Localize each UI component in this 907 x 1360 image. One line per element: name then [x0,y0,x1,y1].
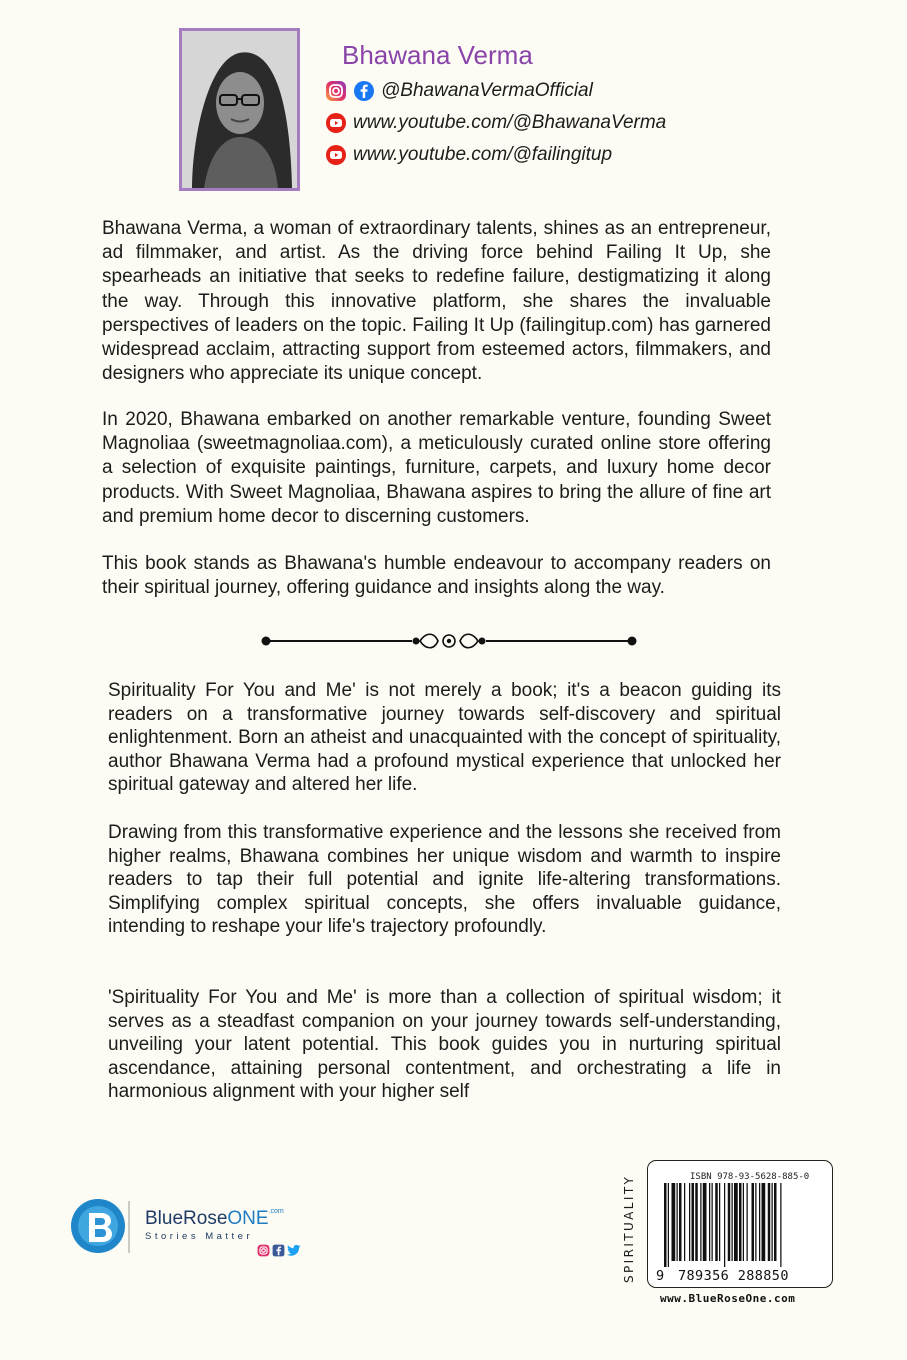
barcode-bar [689,1183,690,1261]
barcode-bar [668,1183,669,1267]
publisher-dotcom: .com [268,1208,284,1215]
facebook-icon[interactable] [353,80,375,102]
barcode-bar [677,1183,678,1261]
publisher-social-icons [257,1244,301,1257]
barcode-bar [743,1183,744,1261]
barcode-bar [684,1183,685,1261]
barcode-bar [715,1183,718,1261]
barcode-bar [719,1183,720,1261]
barcode-bar [672,1183,676,1261]
youtube-icon [325,112,347,134]
publisher-tagline: Stories Matter [145,1231,254,1242]
description-paragraph-1: Spirituality For You and Me' is not merely a book; it's a beacon guiding its readers on a transformative journey towards self-discovery and spiritual enlightenment. Born an atheist and unacquainted with the concept of spirituality, author Bhawana Verma had a profound mystical experience that unlocked her spiritual gateway and altered her life. [108,680,781,796]
isbn-label: ISBN 978-93-5628-885-0 [690,1172,810,1182]
barcode-bar [752,1183,755,1261]
social-handle-row[interactable] [325,80,593,102]
barcode-bar [664,1183,667,1267]
barcode-digits: 789356 288850 [678,1268,789,1284]
barcode-bar [724,1183,725,1267]
bio-paragraph-2: In 2020, Bhawana embarked on another remarkable venture, founding Sweet Magnoliaa (sweetmagnoliaa.com), a meticulously curated online store offering a selection of exquisite paintings, furniture, carpets, and luxury home decor products. With Sweet Magnoliaa, Bhawana aspires to bring the allure of fine art and premium home decor to discerning customers. [102,409,771,527]
barcode-bar [695,1183,698,1261]
youtube-link-2-text: www.youtube.com/@failingitup [353,144,613,165]
barcode-bar [772,1183,773,1261]
youtube-link-2[interactable] [325,144,612,166]
genre-label: SPIRITUALITY [622,1174,636,1283]
publisher-name [145,1208,284,1230]
barcode-bar [692,1183,695,1261]
social-handle-text: @BhawanaVermaOfficial [381,80,593,101]
barcode-bar [728,1183,731,1261]
youtube-link-1-text: www.youtube.com/@BhawanaVerma [353,112,667,133]
instagram-icon[interactable] [325,80,347,102]
barcode-bar [759,1183,760,1261]
bio-paragraph-3: This book stands as Bhawana's humble endeavour to accompany readers on their spiritual journey, offering guidance and insights along the way. [102,553,771,599]
twitter-icon[interactable] [287,1244,301,1257]
barcode-bar [712,1183,713,1261]
barcode-first-digit: 9 [656,1268,665,1284]
barcode-bar [768,1183,771,1261]
publisher-url[interactable]: www.BlueRoseOne.com [660,1292,796,1305]
ornamental-divider [260,628,638,654]
author-photo [179,28,300,191]
publisher-name-part2: ONE [227,1208,269,1229]
publisher-name-part1: BlueRose [145,1208,228,1229]
barcode-bar [703,1183,707,1261]
barcode-bar [762,1183,766,1261]
barcode-bar [774,1183,777,1261]
youtube-link-1[interactable] [325,112,666,134]
barcode-bar [734,1183,738,1261]
barcode-bar [732,1183,733,1261]
author-name: Bhawana Verma [342,40,533,70]
barcode-bar [739,1183,742,1261]
bluerose-logo-icon [70,1197,130,1255]
barcode-bar [709,1183,710,1261]
barcode-bar [700,1183,701,1261]
bio-paragraph-1: Bhawana Verma, a woman of extraordinary talents, shines as an entrepreneur, ad filmmaker, and artist. As the driving force behind Failing It Up, she spearheads an initiative that seeks to redefine failure, destigmatizing it along the way. Through this innovative platform, she shares the invaluable perspectives of leaders on the topic. Failing It Up (failingitup.com) has garnered widespread acclaim, attracting support from esteemed actors, filmmakers, and designers who appreciate its unique concept. [102,218,771,385]
description-paragraph-3: 'Spirituality For You and Me' is more than a collection of spiritual wisdom; it serves as a steadfast companion on your journey towards self-understanding, unveiling your latent potential. This book guides you in nurturing spiritual ascendance, attaining personal contentment, and orchestrating a life in harmonious alignment with your higher self [108,987,781,1103]
instagram-icon[interactable] [257,1244,270,1257]
barcode-bars [664,1183,814,1267]
youtube-icon [325,144,347,166]
description-paragraph-2: Drawing from this transformative experience and the lessons she received from higher realms, Bhawana combines her unique wisdom and warmth to inspire readers to tap their full potential and ignite life-altering transformations. Simplifying complex spiritual concepts, she offers invaluable guidance, intending to reshape your life's trajectory profoundly. [108,822,781,938]
barcode-bar [747,1183,748,1261]
barcode-bar [780,1183,781,1267]
barcode-bar [755,1183,756,1261]
barcode-bar [679,1183,682,1261]
facebook-icon[interactable] [272,1244,285,1257]
